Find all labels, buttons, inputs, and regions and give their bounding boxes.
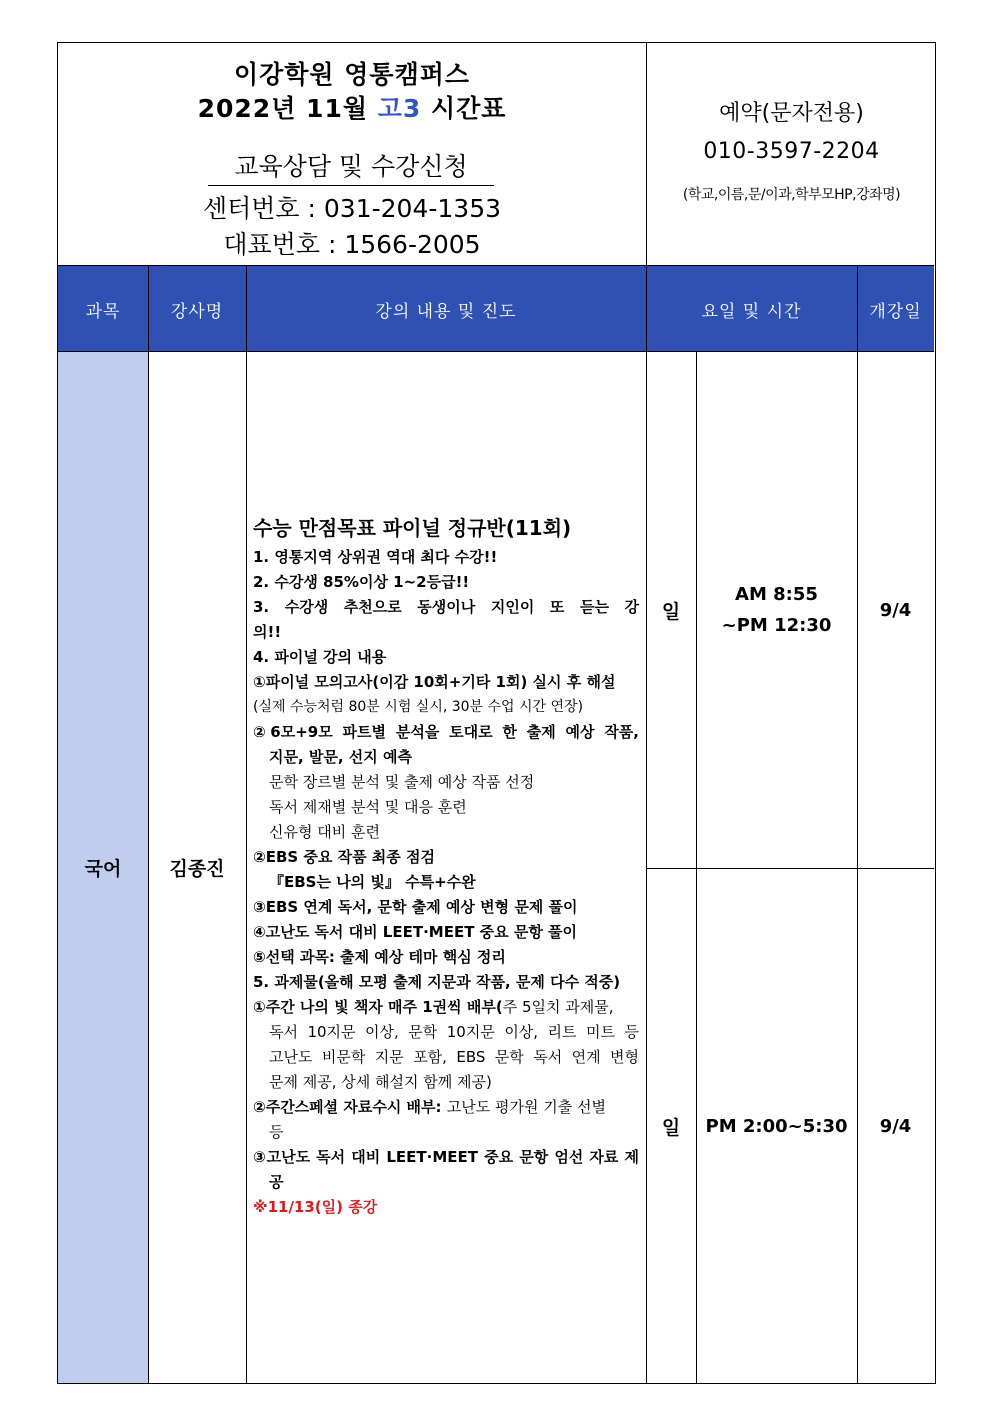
session1-open-date: 9/4	[879, 599, 912, 621]
session1-time-start: AM 8:55	[735, 584, 818, 605]
content-line: ②EBS 중요 작품 최종 점검	[253, 848, 435, 866]
title-date: 2022년 11월	[197, 94, 378, 123]
content-line: ②6모+9모 파트별 분석을 토대로 한 출제 예상 작품,	[253, 723, 639, 741]
column-header-row	[58, 266, 934, 352]
title-suffix: 시간표	[421, 94, 507, 123]
col-subject: 과목	[85, 301, 121, 322]
content-line: 1. 영통지역 상위권 역대 최다 수강!!	[253, 548, 498, 566]
content-line: 고난도 비문학 지문 포함, EBS 문학 독서 연계 변형	[269, 1048, 639, 1066]
content-line: 문제 제공, 상세 해설지 함께 제공)	[269, 1073, 492, 1091]
col-schedule: 요일 및 시간	[701, 301, 802, 322]
content-line: 신유형 대비 훈련	[269, 823, 380, 841]
content-fragment: 주 5일치 과제물,	[502, 998, 614, 1016]
session2-time-range: PM 2:00~5:30	[705, 1115, 848, 1137]
content-fragment: ①주간 나의 빛 책자 매주 1권씩 배부(	[253, 998, 503, 1016]
content-line: ①파이널 모의고사(이감 10회+기타 1회) 실시 후 해설	[253, 673, 616, 691]
content-line: 2. 수강생 85%이상 1~2등급!!	[253, 573, 470, 591]
course-content-cell	[246, 352, 646, 1383]
timetable-frame	[57, 42, 936, 1384]
content-line: ③고난도 독서 대비 LEET·MEET 중요 문항 엄선 자료 제	[253, 1148, 639, 1166]
main-phone: 대표번호 : 1566-2005	[223, 230, 481, 259]
content-line: 공	[269, 1173, 284, 1191]
teacher-cell: 김종진	[169, 858, 225, 880]
col-open-date: 개강일	[869, 301, 922, 322]
content-line: ③EBS 연계 독서, 문학 출제 예상 변형 문제 풀이	[253, 898, 578, 916]
content-line: 3. 수강생 추천으로 동생이나 지인이 또 듣는 강	[253, 598, 639, 616]
session1-day: 일	[661, 600, 681, 623]
session1-time-end: ~PM 12:30	[721, 615, 832, 636]
reservation-label: 예약(문자전용)	[719, 101, 864, 126]
session2-open-date: 9/4	[879, 1115, 912, 1137]
reservation-phone: 010-3597-2204	[703, 139, 880, 164]
content-fragment: 고난도 평가원 기출 선별	[446, 1098, 606, 1116]
content-line: (실제 수능처럼 80분 시험 실시, 30분 수업 시간 연장)	[253, 699, 584, 715]
content-line: 의!!	[253, 623, 282, 641]
title-area	[58, 43, 646, 266]
col-content: 강의 내용 및 진도	[375, 301, 517, 322]
content-line: 지문, 발문, 선지 예측	[269, 748, 412, 766]
session1-time	[696, 352, 857, 868]
content-line	[253, 995, 639, 1020]
content-line: 5. 과제물(올해 모평 출제 지문과 작품, 문제 다수 적중)	[253, 973, 621, 991]
content-fragment: ②주간스페셜 자료수시 배부:	[253, 1098, 447, 1116]
course-description	[253, 513, 639, 1220]
course-title: 수능 만점목표 파이널 정규반(11회)	[253, 516, 572, 540]
academy-title: 이강학원 영통캠퍼스	[233, 60, 471, 89]
content-line: 『EBS는 나의 빛』 수특+수완	[269, 873, 476, 891]
center-phone: 센터번호 : 031-204-1353	[202, 194, 502, 223]
content-line: 4. 파이널 강의 내용	[253, 648, 387, 666]
content-line: 독서 제재별 분석 및 대응 훈련	[269, 798, 467, 816]
consult-heading: 교육상담 및 수강신청	[208, 147, 494, 186]
grade-label: 고3	[377, 94, 422, 123]
content-line: 등	[269, 1123, 284, 1141]
session2-day: 일	[661, 1116, 681, 1139]
content-line: 문학 장르별 분석 및 출제 예상 작품 선정	[269, 773, 535, 791]
col-teacher: 강사명	[170, 301, 224, 322]
end-date-notice: ※11/13(일) 종강	[253, 1198, 378, 1216]
content-line: 독서 10지문 이상, 문학 10지문 이상, 리트 미트 등	[269, 1023, 639, 1041]
content-line	[253, 1095, 639, 1120]
reservation-note: (학교,이름,문/이과,학부모HP,강좌명)	[682, 187, 901, 203]
content-line: ④고난도 독서 대비 LEET·MEET 중요 문항 풀이	[253, 923, 578, 941]
timetable-title	[58, 89, 646, 125]
content-line: ⑤선택 과목: 출제 예상 테마 핵심 정리	[253, 948, 506, 966]
divider	[58, 265, 934, 266]
subject-cell: 국어	[58, 352, 148, 1383]
contact-area	[646, 43, 937, 266]
session2-time	[696, 869, 857, 1383]
